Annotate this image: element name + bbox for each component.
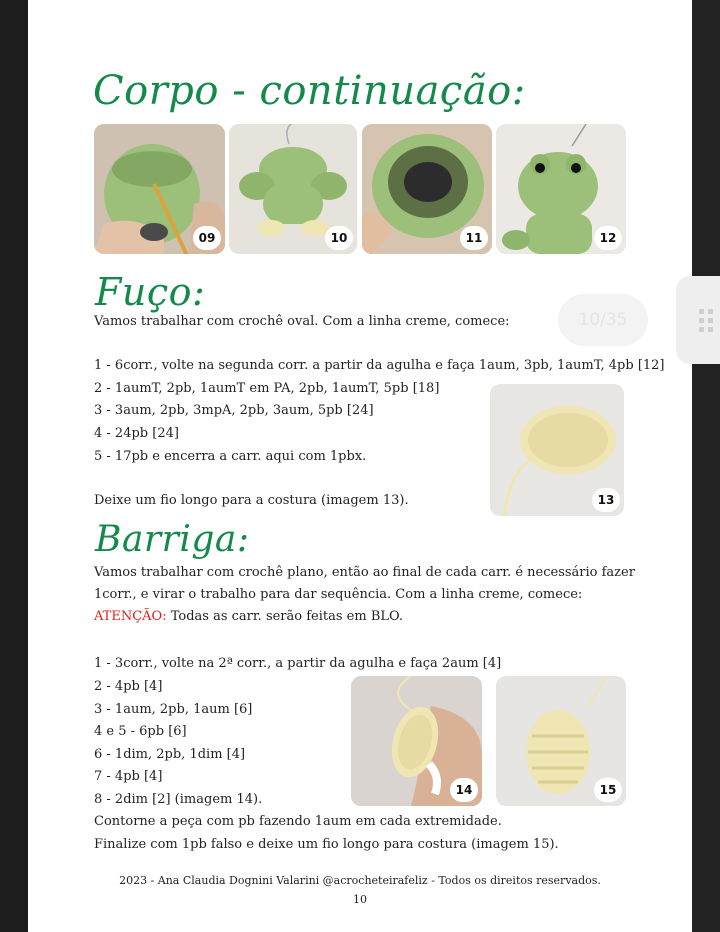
photo-12-label: 12 [594, 226, 622, 250]
photo-14 [351, 676, 482, 806]
fuco-intro: Vamos trabalhar com crochê oval. Com a linha creme, comece: [94, 314, 510, 329]
photo-10-label: 10 [325, 226, 353, 250]
photo-11-label: 11 [460, 226, 488, 250]
title-barriga: Barriga: [95, 519, 250, 560]
fuco-step-3: 3 - 3aum, 2pb, 3mpA, 2pb, 3aum, 5pb [24] [94, 403, 374, 418]
photo-15-label: 15 [594, 778, 622, 802]
photo-14-label: 14 [450, 778, 478, 802]
barriga-step-1: 1 - 3corr., volte na 2ª corr., a partir da agulha e faça 2aum [4] [94, 656, 502, 671]
grid-icon[interactable] [698, 308, 714, 332]
photo-13 [490, 384, 624, 516]
page-number: 10 [353, 893, 367, 906]
barriga-step-7: 7 - 4pb [4] [94, 769, 163, 784]
attention-label: ATENÇÃO: [94, 609, 167, 624]
barriga-step-4-5: 4 e 5 - 6pb [6] [94, 724, 187, 739]
photo-09-label: 09 [193, 226, 221, 250]
fuco-step-2: 2 - 1aumT, 2pb, 1aumT em PA, 2pb, 1aumT, 5pb [18] [94, 381, 440, 396]
photo-11 [362, 124, 492, 254]
barriga-intro-line-1: Vamos trabalhar com crochê plano, então ao final de cada carr. é necessário fazer [94, 565, 635, 580]
fuco-step-5: 5 - 17pb e encerra a carr. aqui com 1pbx. [94, 449, 367, 464]
barriga-step-2: 2 - 4pb [4] [94, 679, 163, 694]
photo-12 [496, 124, 626, 254]
fuco-step-4: 4 - 24pb [24] [94, 426, 179, 441]
viewer-background [692, 0, 720, 932]
title-corpo-continuacao: Corpo - continuação: [93, 68, 526, 114]
fuco-note: Deixe um fio longo para a costura (imagem 13). [94, 493, 409, 508]
barriga-intro-line-2: 1corr., e virar o trabalho para dar sequência. Com a linha creme, comece: [94, 587, 583, 602]
fuco-step-1: 1 - 6corr., volte na segunda corr. a partir da agulha e faça 1aum, 3pb, 1aumT, 4pb [12] [94, 358, 665, 373]
barriga-step-3: 3 - 1aum, 2pb, 1aum [6] [94, 702, 253, 717]
barriga-outro-line-2: Finalize com 1pb falso e deixe um fio longo para costura (imagem 15). [94, 837, 559, 852]
footer-credit: 2023 - Ana Claudia Dognini Valarini @acrocheteirafeliz - Todos os direitos reservados. [119, 874, 601, 887]
photo-15 [496, 676, 626, 806]
photo-13-label: 13 [592, 488, 620, 512]
barriga-attention [94, 609, 403, 624]
barriga-step-6: 6 - 1dim, 2pb, 1dim [4] [94, 747, 246, 762]
barriga-step-8: 8 - 2dim [2] (imagem 14). [94, 792, 263, 807]
photo-09 [94, 124, 225, 254]
barriga-outro-line-1: Contorne a peça com pb fazendo 1aum em cada extremidade. [94, 814, 502, 829]
attention-text: Todas as carr. serão feitas em BLO. [166, 609, 404, 624]
photo-10 [229, 124, 357, 254]
title-fuco: Fuço: [95, 270, 206, 314]
page-indicator: 10/35 [558, 294, 648, 346]
